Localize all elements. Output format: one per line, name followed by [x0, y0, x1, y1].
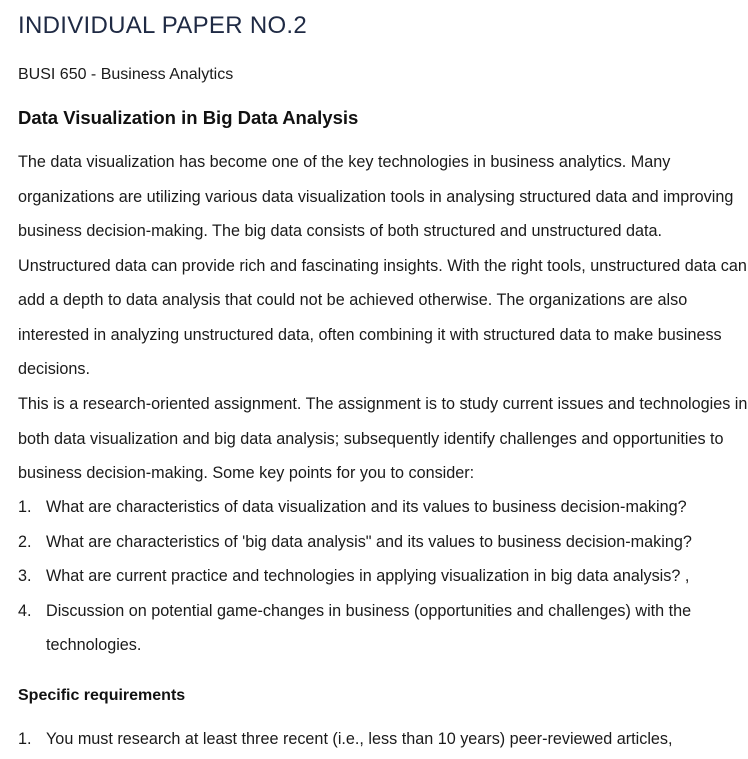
list-number: 3.	[18, 567, 32, 585]
list-item-text: You must research at least three recent (i.e., less than 10 years) peer-reviewed articles,	[46, 730, 673, 748]
list-item	[18, 490, 748, 525]
key-points-list	[18, 490, 748, 663]
list-number: 1.	[18, 730, 32, 748]
intro-paragraph: The data visualization has become one of the key technologies in business analytics. Many organizations are utilizing various data visualization tools in analysing structured data and improving business decision-making. The big data consists of both structured and unstructured data. Unstructured data can provide rich and fascinating insights. With the right tools, unstructured data can add a depth to data analysis that could not be achieved otherwise. The organizations are also interested in analyzing unstructured data, often combining it with structured data to make business decisions.	[18, 153, 747, 378]
list-item-text: What are characteristics of 'big data analysis" and its values to business decision-making?	[46, 532, 692, 551]
list-item-text: Discussion on potential game-changes in business (opportunities and challenges) with the technologies.	[46, 601, 692, 654]
list-number: 1.	[18, 498, 32, 516]
list-item-text: What are current practice and technologies in applying visualization in big data analysis? ,	[46, 567, 690, 585]
document-title: INDIVIDUAL PAPER NO.2	[18, 12, 308, 39]
list-item	[18, 559, 748, 594]
list-item	[18, 594, 748, 663]
section-heading: Data Visualization in Big Data Analysis	[18, 107, 359, 128]
list-item	[18, 525, 748, 560]
requirements-heading: Specific requirements	[18, 687, 186, 704]
list-number: 2.	[18, 532, 32, 551]
list-item-text: What are characteristics of data visualization and its values to business decision-making?	[46, 498, 687, 516]
list-number: 4.	[18, 601, 32, 620]
requirements-list	[18, 722, 748, 757]
list-item	[18, 722, 748, 757]
course-line: BUSI 650 - Business Analytics	[18, 66, 234, 83]
assignment-paragraph: This is a research-oriented assignment. The assignment is to study current issues and technologies in both data visualization and big data analysis; subsequently identify challenges and opportunities to business decision-making. Some key points for you to consider:	[18, 395, 748, 482]
